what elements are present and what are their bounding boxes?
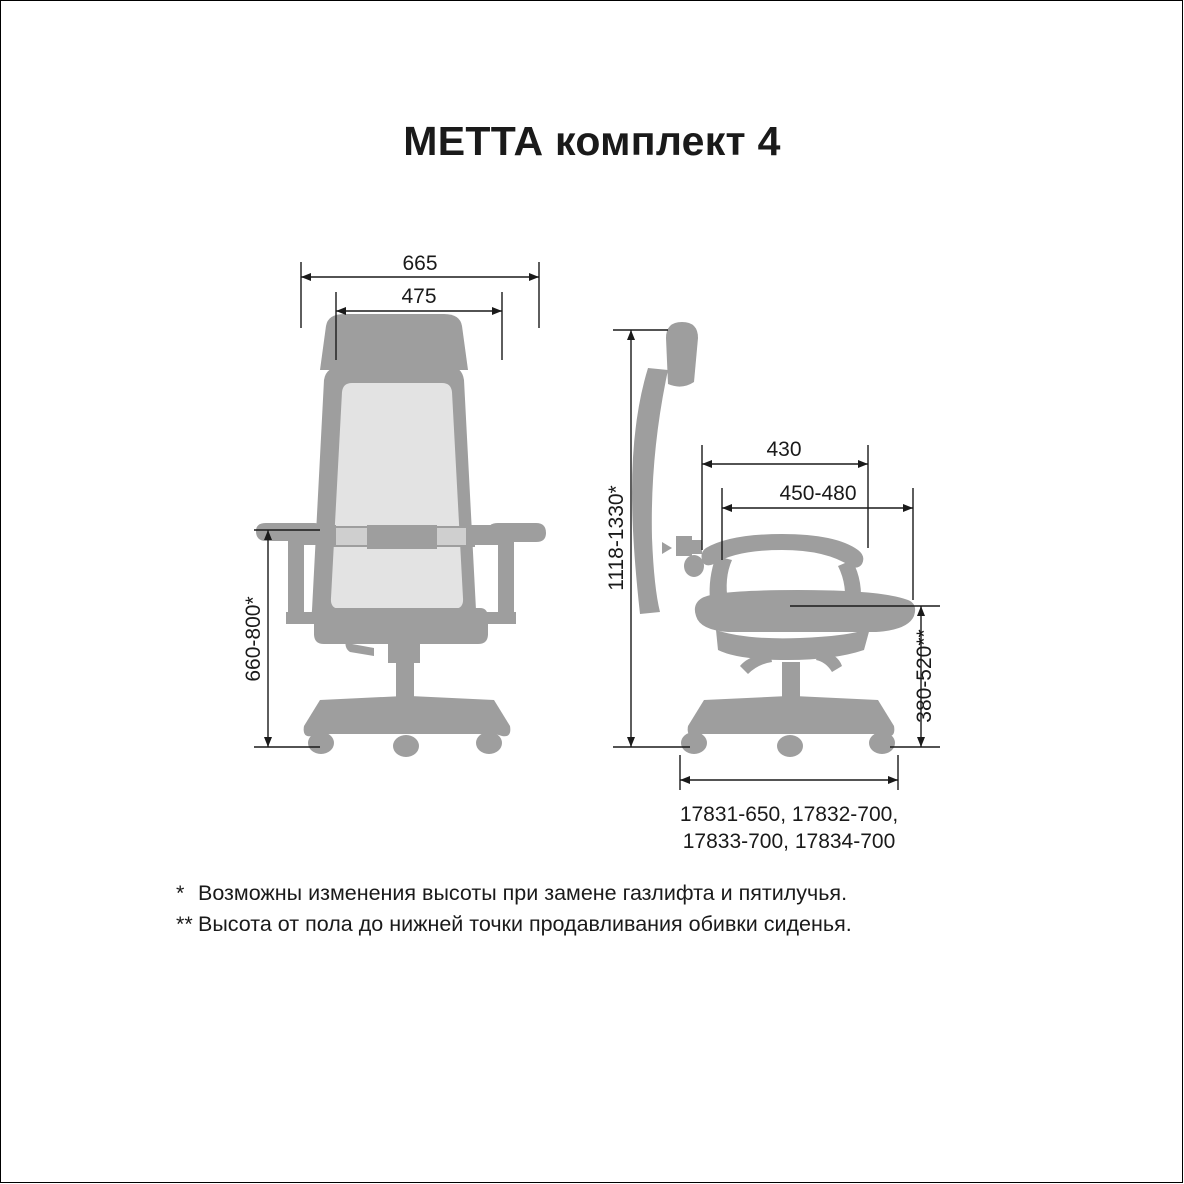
- dim-label-430: 430: [766, 438, 802, 461]
- dim-label-380-520: 380-520**: [913, 629, 936, 723]
- footnote-1: [176, 878, 1036, 909]
- footnote-2-marker: **: [176, 912, 193, 936]
- dim-665-arrow-right: [529, 273, 539, 281]
- dim-base-arrow-right: [888, 776, 898, 784]
- dim-665-arrow-left: [301, 273, 311, 281]
- side-backrest: [632, 368, 668, 614]
- footnote-2: [176, 909, 1036, 940]
- dim-label-660-800: 660-800*: [242, 596, 265, 682]
- dim-475-arrow-left: [336, 307, 346, 315]
- side-caster-right: [869, 732, 895, 754]
- dim-1118-arrow-top: [627, 330, 635, 340]
- front-headrest-shell: [320, 314, 468, 370]
- dim-430-arrow-right: [858, 460, 868, 468]
- dim-label-665: 665: [402, 252, 438, 275]
- dim-660-arrow-bottom: [264, 737, 272, 747]
- side-lumbar-arrow: [662, 542, 672, 554]
- dim-base-arrow-left: [680, 776, 690, 784]
- front-lumbar-pad: [367, 525, 437, 549]
- dim-1118-arrow-bottom: [627, 737, 635, 747]
- dim-430-arrow-left: [702, 460, 712, 468]
- front-seat: [314, 608, 488, 644]
- front-caster-right: [476, 732, 502, 754]
- footnote-1-text: Возможны изменения высоты при замене газлифта и пятилучья.: [198, 881, 848, 905]
- footnotes: [176, 878, 1036, 940]
- side-caster-center: [777, 735, 803, 757]
- dim-380-arrow-bottom: [917, 737, 925, 747]
- footnote-1-marker: *: [176, 881, 185, 905]
- dim-450-arrow-right: [903, 504, 913, 512]
- side-lumbar-knob: [688, 540, 702, 554]
- dim-label-450-480: 450-480: [779, 482, 857, 505]
- front-gas-lift: [396, 663, 414, 699]
- side-gas-lift: [782, 662, 800, 700]
- side-base-rim: [696, 722, 880, 734]
- side-caster-left: [681, 732, 707, 754]
- front-armrest-right-post: [498, 540, 514, 618]
- dim-475-arrow-right: [492, 307, 502, 315]
- front-view-group: [242, 252, 546, 757]
- front-caster-center: [393, 735, 419, 757]
- part-code-line-2: 17833-700, 17834-700: [682, 830, 896, 853]
- dim-label-475: 475: [401, 285, 437, 308]
- front-caster-left: [308, 732, 334, 754]
- part-code-line-1: 17831-650, 17832-700,: [679, 803, 899, 826]
- side-seat-mech: [716, 628, 870, 660]
- front-base-rim: [312, 722, 496, 734]
- front-mechanism: [388, 643, 420, 663]
- side-seat: [695, 590, 915, 632]
- side-headrest: [666, 322, 698, 387]
- dim-450-arrow-left: [722, 504, 732, 512]
- front-armrest-left-post: [288, 540, 304, 618]
- dim-label-1118-1330: 1118-1330*: [605, 485, 628, 591]
- front-armrest-right-top: [488, 523, 546, 542]
- footnote-2-text: Высота от пола до нижней точки продавливания обивки сиденья.: [198, 912, 852, 936]
- front-backrest-mesh: [330, 382, 464, 610]
- side-tilt-knob: [684, 555, 704, 577]
- page-title: МЕТТА комплект 4: [403, 118, 781, 164]
- dim-380-arrow-top: [917, 606, 925, 616]
- side-view-group: [605, 322, 940, 853]
